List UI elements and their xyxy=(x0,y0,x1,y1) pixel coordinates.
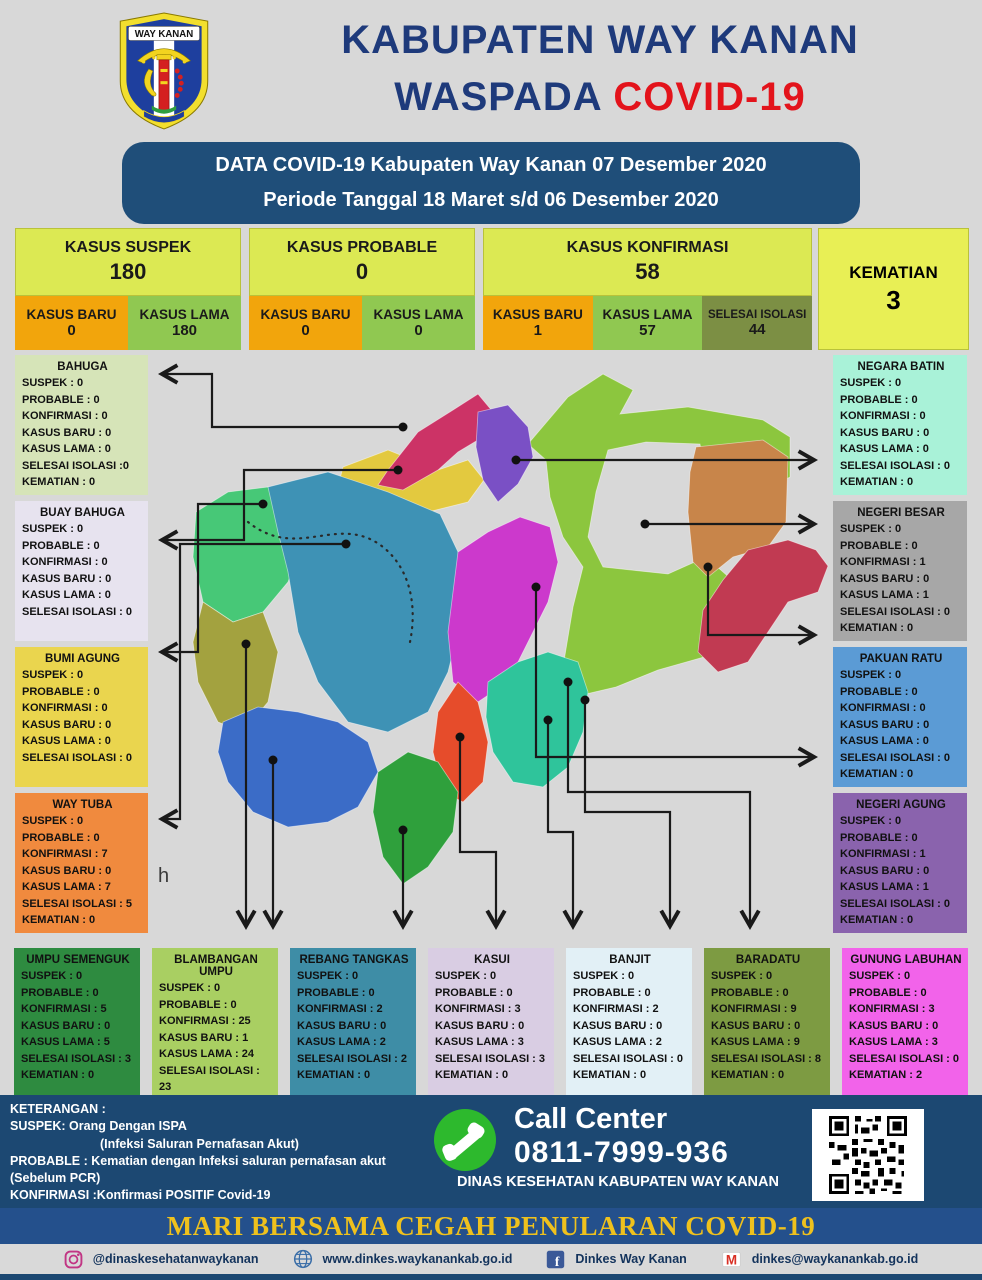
region-stat-line: KEMATIAN : 0 xyxy=(22,914,96,926)
region-stat-line: KASUS LAMA : 24 xyxy=(159,1048,254,1060)
sub-selesai-isolasi xyxy=(702,296,812,350)
region-stat-line: KEMATIAN : 0 xyxy=(297,1069,371,1081)
sub-label: KASUS LAMA xyxy=(373,307,464,322)
region-box-umpu-semenguk xyxy=(14,948,140,1095)
region-stat-line: PROBABLE : 0 xyxy=(159,998,237,1011)
region-stat-line: KASUS LAMA : 0 xyxy=(840,735,929,747)
social-instagram[interactable] xyxy=(64,1250,259,1269)
map-region-purple xyxy=(476,405,533,502)
region-title: BUMI AGUNG xyxy=(45,653,120,665)
page-title: KABUPATEN WAY KANAN xyxy=(341,18,859,62)
region-stat-line: SELESAI ISOLASI : 0 xyxy=(840,751,951,764)
keterangan-line: KONFIRMASI :Konfirmasi POSITIF Covid-19 xyxy=(10,1188,271,1203)
social-email[interactable] xyxy=(721,1250,918,1269)
region-stat-line: KONFIRMASI : 1 xyxy=(840,848,926,860)
card-kasus-probable xyxy=(249,228,475,348)
summary-cards xyxy=(0,228,982,348)
region-stat-line: SELESAI ISOLASI : 0 xyxy=(22,605,133,618)
region-stat-line: KONFIRMASI : 3 xyxy=(849,1003,935,1015)
keterangan-line: (Infeksi Saluran Pernafasan Akut) xyxy=(100,1136,299,1151)
region-box-banjit xyxy=(566,948,692,1095)
region-title: NEGERI AGUNG xyxy=(856,799,946,811)
region-stat-line: KASUS LAMA : 1 xyxy=(840,589,929,601)
region-box-kasui xyxy=(428,948,554,1095)
region-stat-line: SUSPEK : 0 xyxy=(22,523,84,535)
social-bar xyxy=(0,1244,982,1274)
region-stat-line: KASUS BARU : 0 xyxy=(21,1019,111,1032)
region-stat-line: KASUS BARU : 0 xyxy=(22,572,112,585)
region-stat-line: KASUS BARU : 0 xyxy=(840,426,930,439)
social-facebook[interactable] xyxy=(546,1250,686,1269)
region-stat-line: KEMATIAN : 0 xyxy=(840,476,914,488)
region-stat-line: KASUS LAMA : 0 xyxy=(840,443,929,455)
social-label: Dinkes Way Kanan xyxy=(575,1252,687,1266)
region-stat-line: SUSPEK : 0 xyxy=(21,970,83,982)
facebook-icon xyxy=(546,1250,565,1269)
region-stat-line: SELESAI ISOLASI : 0 xyxy=(573,1052,684,1065)
region-box-pakuan-ratu xyxy=(833,647,967,787)
instagram-icon xyxy=(64,1250,83,1269)
logo-banner-text: WAY KANAN xyxy=(134,28,194,40)
region-stat-line: KASUS BARU : 0 xyxy=(573,1019,663,1032)
sub-kasus-baru xyxy=(15,296,128,350)
region-stat-line: KASUS LAMA : 3 xyxy=(849,1036,938,1048)
region-stat-line: PROBABLE : 0 xyxy=(840,831,918,844)
region-stat-line: KASUS LAMA : 2 xyxy=(297,1036,386,1048)
region-stat-line: KONFIRMASI : 5 xyxy=(21,1003,107,1015)
region-stat-line: KONFIRMASI : 0 xyxy=(840,410,926,422)
sub-label: SELESAI ISOLASI xyxy=(707,308,807,321)
region-stat-line: SELESAI ISOLASI : 0 xyxy=(840,459,951,472)
region-stat-line: KASUS BARU : 0 xyxy=(840,718,930,731)
region-stat-line: KEMATIAN : 0 xyxy=(22,476,96,488)
phone-icon xyxy=(434,1109,496,1171)
sub-kasus-baru xyxy=(249,296,362,350)
keterangan-line: KETERANGAN : xyxy=(10,1102,106,1116)
region-stat-line: SELESAI ISOLASI : 5 xyxy=(22,897,133,910)
region-box-buay-bahuga xyxy=(15,501,148,641)
sub-value: 44 xyxy=(748,320,766,338)
region-stat-line: KONFIRMASI : 2 xyxy=(573,1003,659,1015)
sub-kasus-lama xyxy=(128,296,241,350)
region-box-negeri-agung xyxy=(833,793,967,933)
region-stat-line: SUSPEK : 0 xyxy=(297,970,359,982)
region-stat-line: KONFIRMASI : 7 xyxy=(22,848,108,860)
keterangan-line: (Sebelum PCR) xyxy=(10,1171,101,1185)
region-stat-line: SELESAI ISOLASI : 8 xyxy=(711,1052,822,1065)
region-stat-line: KASUS LAMA : 0 xyxy=(22,589,111,601)
region-stat-line: PROBABLE : 0 xyxy=(849,986,927,999)
subtitle-covid: COVID-19 xyxy=(613,75,806,119)
card-title: KASUS KONFIRMASI xyxy=(566,239,729,256)
card-value: 180 xyxy=(109,259,147,284)
region-stat-line: SUSPEK : 0 xyxy=(840,815,902,827)
data-period-banner xyxy=(122,142,860,224)
region-title: BANJIT xyxy=(609,954,651,966)
card-value: 58 xyxy=(635,259,660,284)
region-box-blambangan-umpu xyxy=(152,948,278,1095)
call-center-org: DINAS KESEHATAN KABUPATEN WAY KANAN xyxy=(457,1174,779,1190)
region-stat-line: KONFIRMASI : 2 xyxy=(297,1003,383,1015)
region-stat-line: KASUS LAMA : 0 xyxy=(22,735,111,747)
region-box-gunung-labuhan xyxy=(842,948,968,1095)
region-stat-line: SUSPEK : 0 xyxy=(840,669,902,681)
sub-value: 0 xyxy=(67,322,76,339)
way-kanan-crest-logo xyxy=(88,10,240,132)
region-stat-line: PROBABLE : 0 xyxy=(22,831,100,844)
region-stat-line: SELESAI ISOLASI :0 xyxy=(22,459,129,472)
region-title: NEGARA BATIN xyxy=(857,361,945,373)
region-stat-line: KONFIRMASI : 0 xyxy=(22,702,108,714)
region-box-way-tuba xyxy=(15,793,148,933)
region-title: UMPU SEMENGUK xyxy=(26,954,130,966)
region-stat-line: KONFIRMASI : 0 xyxy=(840,702,926,714)
footer-band xyxy=(0,1095,982,1208)
region-title: REBANG TANGKAS xyxy=(299,954,409,966)
region-box-negara-batin xyxy=(833,355,967,495)
map-region-blue xyxy=(218,707,378,827)
region-stat-line: SELESAI ISOLASI : 3 xyxy=(435,1052,546,1065)
region-stat-line: SELESAI ISOLASI : 2 xyxy=(297,1052,408,1065)
region-title: KASUI xyxy=(474,954,510,966)
sub-kasus-lama xyxy=(593,296,703,350)
region-stat-line: KONFIRMASI : 0 xyxy=(22,556,108,568)
region-stat-line: KEMATIAN : 0 xyxy=(840,768,914,780)
region-title: PAKUAN RATU xyxy=(859,653,943,665)
region-stat-line: SUSPEK : 0 xyxy=(711,970,773,982)
page-subtitle xyxy=(250,75,950,120)
call-center-phone: 0811-7999-936 xyxy=(514,1136,729,1169)
sub-label: KASUS LAMA xyxy=(602,307,693,322)
banner-line1: DATA COVID-19 Kabupaten Way Kanan 07 Desember 2020 xyxy=(215,154,767,176)
svg-text:M: M xyxy=(725,1252,737,1268)
region-stat-line: SUSPEK : 0 xyxy=(849,970,911,982)
region-stat-line: KEMATIAN : 0 xyxy=(711,1069,785,1081)
region-stat-line: SELESAI ISOLASI : 0 xyxy=(22,751,133,764)
card-kasus-konfirmasi xyxy=(483,228,812,348)
keterangan-line: PROBABLE : Kematian dengan Infeksi saluran pernafasan akut xyxy=(10,1153,386,1168)
region-stat-line: PROBABLE : 0 xyxy=(21,986,99,999)
map-region-steel-blue xyxy=(268,472,463,732)
card-value: 3 xyxy=(886,284,901,315)
sub-label: KASUS BARU xyxy=(492,307,583,322)
region-stat-line: KASUS LAMA : 2 xyxy=(573,1036,662,1048)
region-stat-line: SUSPEK : 0 xyxy=(435,970,497,982)
card-value: 0 xyxy=(355,259,369,284)
region-stat-line: KASUS BARU : 0 xyxy=(711,1019,801,1032)
sub-label: KASUS BARU xyxy=(260,307,351,322)
region-stat-line: SELESAI ISOLASI : 0 xyxy=(849,1052,960,1065)
region-title: BUAY BAHUGA xyxy=(40,507,125,519)
region-title: BARADATU xyxy=(735,954,801,966)
call-center-title: Call Center xyxy=(514,1103,668,1135)
region-box-bumi-agung xyxy=(15,647,148,787)
bottom-region-row xyxy=(14,948,968,1095)
region-stat-line: PROBABLE : 0 xyxy=(22,393,100,406)
subtitle-dark: WASPADA xyxy=(394,75,614,119)
card-title: KASUS SUSPEK xyxy=(64,239,192,256)
region-title: GUNUNG LABUHAN xyxy=(850,954,962,966)
call-center-block xyxy=(428,1103,808,1190)
region-stat-line: KASUS LAMA : 7 xyxy=(22,881,111,893)
region-stat-line: SELESAI ISOLASI : 0 xyxy=(840,897,951,910)
campaign-band xyxy=(0,1208,982,1244)
region-stat-line: PROBABLE : 0 xyxy=(840,393,918,406)
region-stat-line: KASUS BARU : 0 xyxy=(22,864,112,877)
region-stat-line: KASUS LAMA : 5 xyxy=(21,1036,110,1048)
region-stat-line: SUSPEK : 0 xyxy=(22,377,84,389)
region-title: NEGERI BESAR xyxy=(857,507,945,519)
globe-icon xyxy=(293,1249,313,1269)
sub-kasus-baru xyxy=(483,296,593,350)
region-box-baradatu xyxy=(704,948,830,1095)
region-stat-line: PROBABLE : 0 xyxy=(840,539,918,552)
social-label: dinkes@waykanankab.go.id xyxy=(751,1252,919,1266)
gmail-icon xyxy=(721,1250,742,1269)
sub-value: 180 xyxy=(171,322,198,339)
region-stat-line: KONFIRMASI : 9 xyxy=(711,1003,797,1015)
sub-value: 0 xyxy=(414,322,423,339)
region-stat-line: KONFIRMASI : 1 xyxy=(840,556,926,568)
sub-label: KASUS BARU xyxy=(26,307,117,322)
region-stat-line: SELESAI ISOLASI : 0 xyxy=(840,605,951,618)
region-stat-line: KASUS LAMA : 1 xyxy=(840,881,929,893)
region-stat-line: KASUS BARU : 0 xyxy=(849,1019,939,1032)
region-stat-line: PROBABLE : 0 xyxy=(22,685,100,698)
region-stat-line: PROBABLE : 0 xyxy=(711,986,789,999)
region-stat-line: PROBABLE : 0 xyxy=(297,986,375,999)
region-title: WAY TUBA xyxy=(52,799,113,811)
region-stat-line: KASUS BARU : 0 xyxy=(297,1019,387,1032)
region-stat-line: KEMATIAN : 0 xyxy=(435,1069,509,1081)
card-kasus-suspek xyxy=(15,228,241,348)
region-stat-line: KEMATIAN : 0 xyxy=(840,914,914,926)
region-box-negeri-besar xyxy=(833,501,967,641)
region-stat-line: SUSPEK : 0 xyxy=(573,970,635,982)
region-title: BLAMBANGAN UMPU xyxy=(174,954,258,978)
right-region-column xyxy=(833,355,967,933)
region-box-bahuga xyxy=(15,355,148,495)
region-stat-line: SUSPEK : 0 xyxy=(22,669,84,681)
region-stat-line: KASUS BARU : 0 xyxy=(840,572,930,585)
region-stat-line: SUSPEK : 0 xyxy=(22,815,84,827)
region-stat-line: KEMATIAN : 0 xyxy=(573,1069,647,1081)
region-stat-line: PROBABLE : 0 xyxy=(435,986,513,999)
card-title: KEMATIAN xyxy=(849,262,938,282)
region-stat-line: SUSPEK : 0 xyxy=(159,982,221,994)
keterangan-line: SUSPEK: Orang Dengan ISPA xyxy=(10,1119,187,1134)
region-stat-line: KASUS BARU : 0 xyxy=(840,864,930,877)
banner-line2: Periode Tanggal 18 Maret s/d 06 Desember 2020 xyxy=(263,189,719,211)
keterangan-block xyxy=(10,1101,440,1205)
sub-value: 0 xyxy=(301,322,310,339)
region-stat-line: SELESAI ISOLASI : 23 xyxy=(159,1064,260,1093)
sub-value: 57 xyxy=(639,322,656,339)
region-stat-line: PROBABLE : 0 xyxy=(22,539,100,552)
page-header xyxy=(0,0,982,140)
left-region-column xyxy=(15,355,148,933)
region-stat-line: KEMATIAN : 0 xyxy=(840,622,914,634)
map-stray-label: h xyxy=(158,865,170,887)
region-stat-line: KEMATIAN : 0 xyxy=(21,1069,95,1081)
svg-text:f: f xyxy=(555,1253,560,1269)
social-label: www.dinkes.waykanankab.go.id xyxy=(322,1252,513,1266)
region-stat-line: KASUS BARU : 0 xyxy=(22,426,112,439)
region-title: BAHUGA xyxy=(57,361,108,373)
region-stat-line: SELESAI ISOLASI : 3 xyxy=(21,1052,132,1065)
bottom-strip xyxy=(0,1274,982,1280)
qr-code xyxy=(812,1109,924,1201)
card-kematian xyxy=(818,228,969,350)
region-stat-line: KEMATIAN : 2 xyxy=(849,1069,923,1081)
region-stat-line: KASUS BARU : 0 xyxy=(22,718,112,731)
sub-kasus-lama xyxy=(362,296,475,350)
social-website[interactable] xyxy=(293,1249,513,1269)
social-label: @dinaskesehatanwaykanan xyxy=(92,1252,259,1266)
region-stat-line: KASUS LAMA : 0 xyxy=(22,443,111,455)
region-stat-line: KASUS BARU : 1 xyxy=(159,1031,249,1044)
region-stat-line: KASUS LAMA : 3 xyxy=(435,1036,524,1048)
region-stat-line: KONFIRMASI : 3 xyxy=(435,1003,521,1015)
region-stat-line: KONFIRMASI : 25 xyxy=(159,1015,251,1027)
region-stat-line: SUSPEK : 0 xyxy=(840,377,902,389)
sub-label: KASUS LAMA xyxy=(139,307,230,322)
region-stat-line: KASUS BARU : 0 xyxy=(435,1019,525,1032)
region-stat-line: PROBABLE : 0 xyxy=(840,685,918,698)
region-box-rebang-tangkas xyxy=(290,948,416,1095)
region-stat-line: PROBABLE : 0 xyxy=(573,986,651,999)
way-kanan-district-map xyxy=(148,352,832,944)
region-stat-line: KONFIRMASI : 0 xyxy=(22,410,108,422)
campaign-text: MARI BERSAMA CEGAH PENULARAN COVID-19 xyxy=(166,1210,816,1241)
region-stat-line: KASUS LAMA : 9 xyxy=(711,1036,800,1048)
sub-value: 1 xyxy=(533,322,542,339)
card-title: KASUS PROBABLE xyxy=(286,239,438,256)
region-stat-line: SUSPEK : 0 xyxy=(840,523,902,535)
